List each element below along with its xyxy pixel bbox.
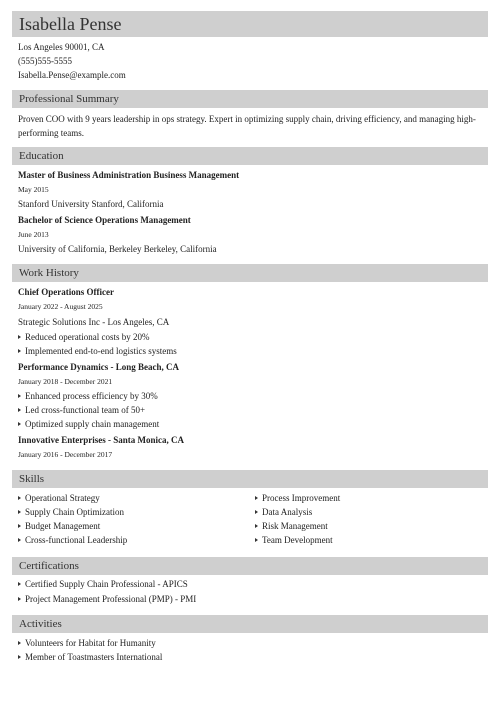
bullet-icon: [255, 496, 258, 500]
name-header: [12, 11, 488, 37]
bullet-text: Implemented end-to-end logistics systems: [25, 346, 177, 356]
section-title: Professional Summary: [19, 93, 119, 105]
job-title: Performance Dynamics - Long Beach, CA: [18, 362, 179, 372]
bullet-icon: [18, 496, 21, 500]
bullet-icon: [18, 510, 21, 514]
skill-text: Operational Strategy: [25, 493, 100, 503]
bullet-icon: [18, 335, 21, 339]
education-degree: Master of Business Administration Business Management: [18, 170, 240, 180]
job-title: Innovative Enterprises - Santa Monica, CA: [18, 435, 184, 445]
section-title: Certifications: [19, 560, 79, 572]
skill-text: Team Development: [262, 535, 333, 545]
bullet-icon: [18, 408, 21, 412]
education-date: June 2013: [18, 230, 49, 239]
section-header-certifications: [12, 557, 488, 575]
bullet-text: Enhanced process efficiency by 30%: [25, 391, 158, 401]
skill-text: Risk Management: [262, 521, 328, 531]
bullet-icon: [255, 538, 258, 542]
bullet-icon: [18, 394, 21, 398]
bullet-icon: [18, 524, 21, 528]
bullet-icon: [255, 510, 258, 514]
job-dates: January 2016 - December 2017: [18, 450, 113, 459]
bullet-text: Led cross-functional team of 50+: [25, 405, 146, 415]
bullet-icon: [18, 641, 21, 645]
phone: (555)555-5555: [18, 56, 72, 66]
bullet-text: Reduced operational costs by 20%: [25, 332, 150, 342]
section-header-education: [12, 147, 488, 165]
section-header-activities: [12, 615, 488, 633]
bullet-icon: [18, 582, 21, 586]
bullet-icon: [18, 538, 21, 542]
activity-text: Member of Toastmasters International: [25, 652, 163, 662]
section-title: Work History: [19, 267, 79, 279]
education-date: May 2015: [18, 185, 49, 194]
education-degree: Bachelor of Science Operations Management: [18, 215, 191, 225]
section-header-summary: [12, 90, 488, 108]
job-company: Strategic Solutions Inc - Los Angeles, CA: [18, 317, 170, 327]
bullet-icon: [18, 597, 21, 601]
skill-text: Process Improvement: [262, 493, 341, 503]
address: Los Angeles 90001, CA: [18, 42, 105, 52]
bullet-icon: [18, 655, 21, 659]
section-title: Skills: [19, 473, 45, 485]
section-header-skills: [12, 470, 488, 488]
education-school: Stanford University Stanford, California: [18, 199, 164, 209]
section-title: Activities: [19, 618, 62, 630]
job-dates: January 2022 - August 2025: [18, 302, 103, 311]
activity-text: Volunteers for Habitat for Humanity: [25, 638, 156, 648]
email[interactable]: Isabella.Pense@example.com: [18, 70, 126, 80]
bullet-icon: [18, 422, 21, 426]
certification-text: Certified Supply Chain Professional - APICS: [25, 579, 188, 589]
bullet-text: Optimized supply chain management: [25, 419, 160, 429]
education-school: University of California, Berkeley Berkeley, California: [18, 244, 217, 254]
job-title: Chief Operations Officer: [18, 287, 114, 297]
bullet-icon: [18, 349, 21, 353]
skill-text: Cross-functional Leadership: [25, 535, 128, 545]
bullet-icon: [255, 524, 258, 528]
candidate-name: Isabella Pense: [19, 14, 122, 34]
summary-text: Proven COO with 9 years leadership in ops strategy. Expert in optimizing supply chain, driving efficiency, and managing high-performing teams.: [18, 114, 476, 138]
skill-text: Data Analysis: [262, 507, 313, 517]
section-header-work-history: [12, 264, 488, 282]
job-dates: January 2018 - December 2021: [18, 377, 113, 386]
skill-text: Budget Management: [25, 521, 101, 531]
section-title: Education: [19, 150, 64, 162]
skill-text: Supply Chain Optimization: [25, 507, 124, 517]
certification-text: Project Management Professional (PMP) - PMI: [25, 594, 197, 604]
